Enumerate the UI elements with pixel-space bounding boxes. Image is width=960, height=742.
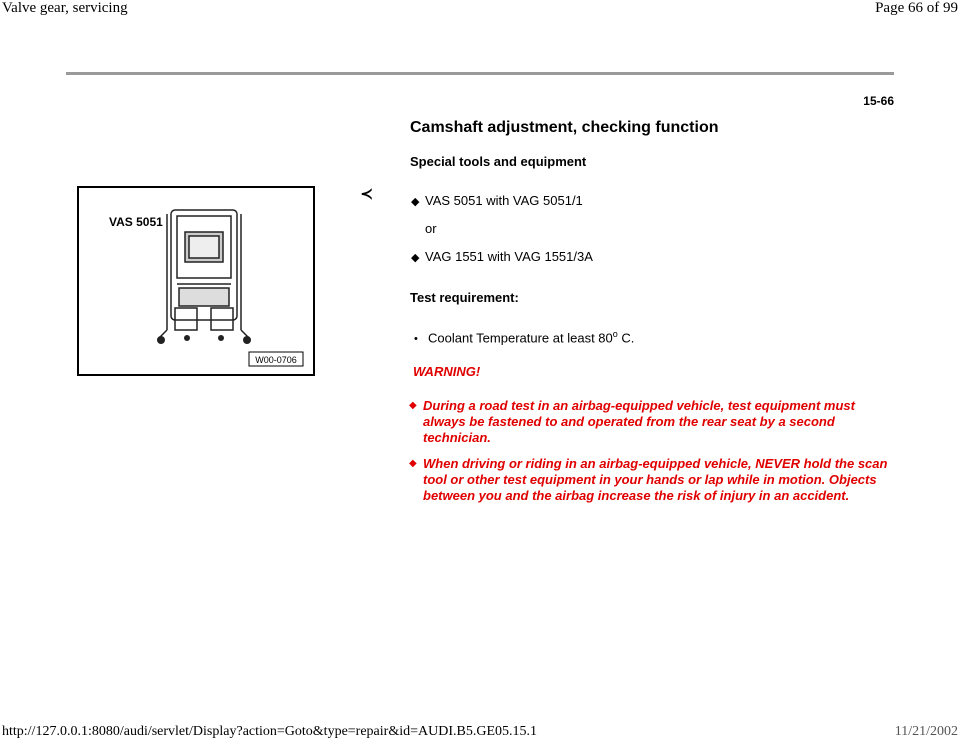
diamond-bullet-icon: ◆ xyxy=(409,458,417,469)
tool-item-1: ◆ VAS 5051 with VAG 5051/1 xyxy=(411,193,583,208)
diamond-bullet-icon: ◆ xyxy=(411,196,420,208)
document-header-title: Valve gear, servicing xyxy=(2,0,128,16)
section-subtitle: Special tools and equipment xyxy=(410,154,587,169)
tool-or: or xyxy=(425,221,437,236)
header-divider xyxy=(66,72,894,75)
warning-item-2: ◆ When driving or riding in an airbag-equipped vehicle, NEVER hold the scan tool or other test equipment in your hands or lap while in motion. Objects between you and the airbag increase the risk of injury in an accident. xyxy=(409,456,888,503)
test-requirement-item: • Coolant Temperature at least 80$^o$ C. xyxy=(414,329,635,346)
footer-date: 11/21/2002 xyxy=(894,724,958,739)
diamond-bullet-icon: ◆ xyxy=(409,400,417,411)
section-title: Camshaft adjustment, checking function xyxy=(410,119,719,136)
dot-bullet-icon: • xyxy=(414,333,418,346)
figure-label: VAS 5051 xyxy=(109,215,163,229)
diamond-bullet-icon: ◆ xyxy=(411,252,420,264)
test-requirement-heading: Test requirement: xyxy=(410,290,519,305)
tool-item-2: ◆ VAG 1551 with VAG 1551/3A xyxy=(411,249,593,264)
figure-pointer-icon: ≺ xyxy=(360,186,374,203)
warning-heading: WARNING! xyxy=(413,364,481,379)
scan-tool-drawing xyxy=(79,188,313,374)
footer-url: http://127.0.0.1:8080/audi/servlet/Display?action=Goto&type=repair&id=AUDI.B5.GE05.15.1 xyxy=(2,724,537,739)
page-number: 15-66 xyxy=(863,94,894,108)
warning-item-1: ◆ During a road test in an airbag-equipped vehicle, test equipment must always be fastened to and operated from the rear seat by a second technician. xyxy=(409,398,855,445)
page-counter: Page 66 of 99 xyxy=(875,0,958,16)
tool-illustration xyxy=(77,186,315,376)
figure-code: W00-0706 xyxy=(255,355,297,365)
